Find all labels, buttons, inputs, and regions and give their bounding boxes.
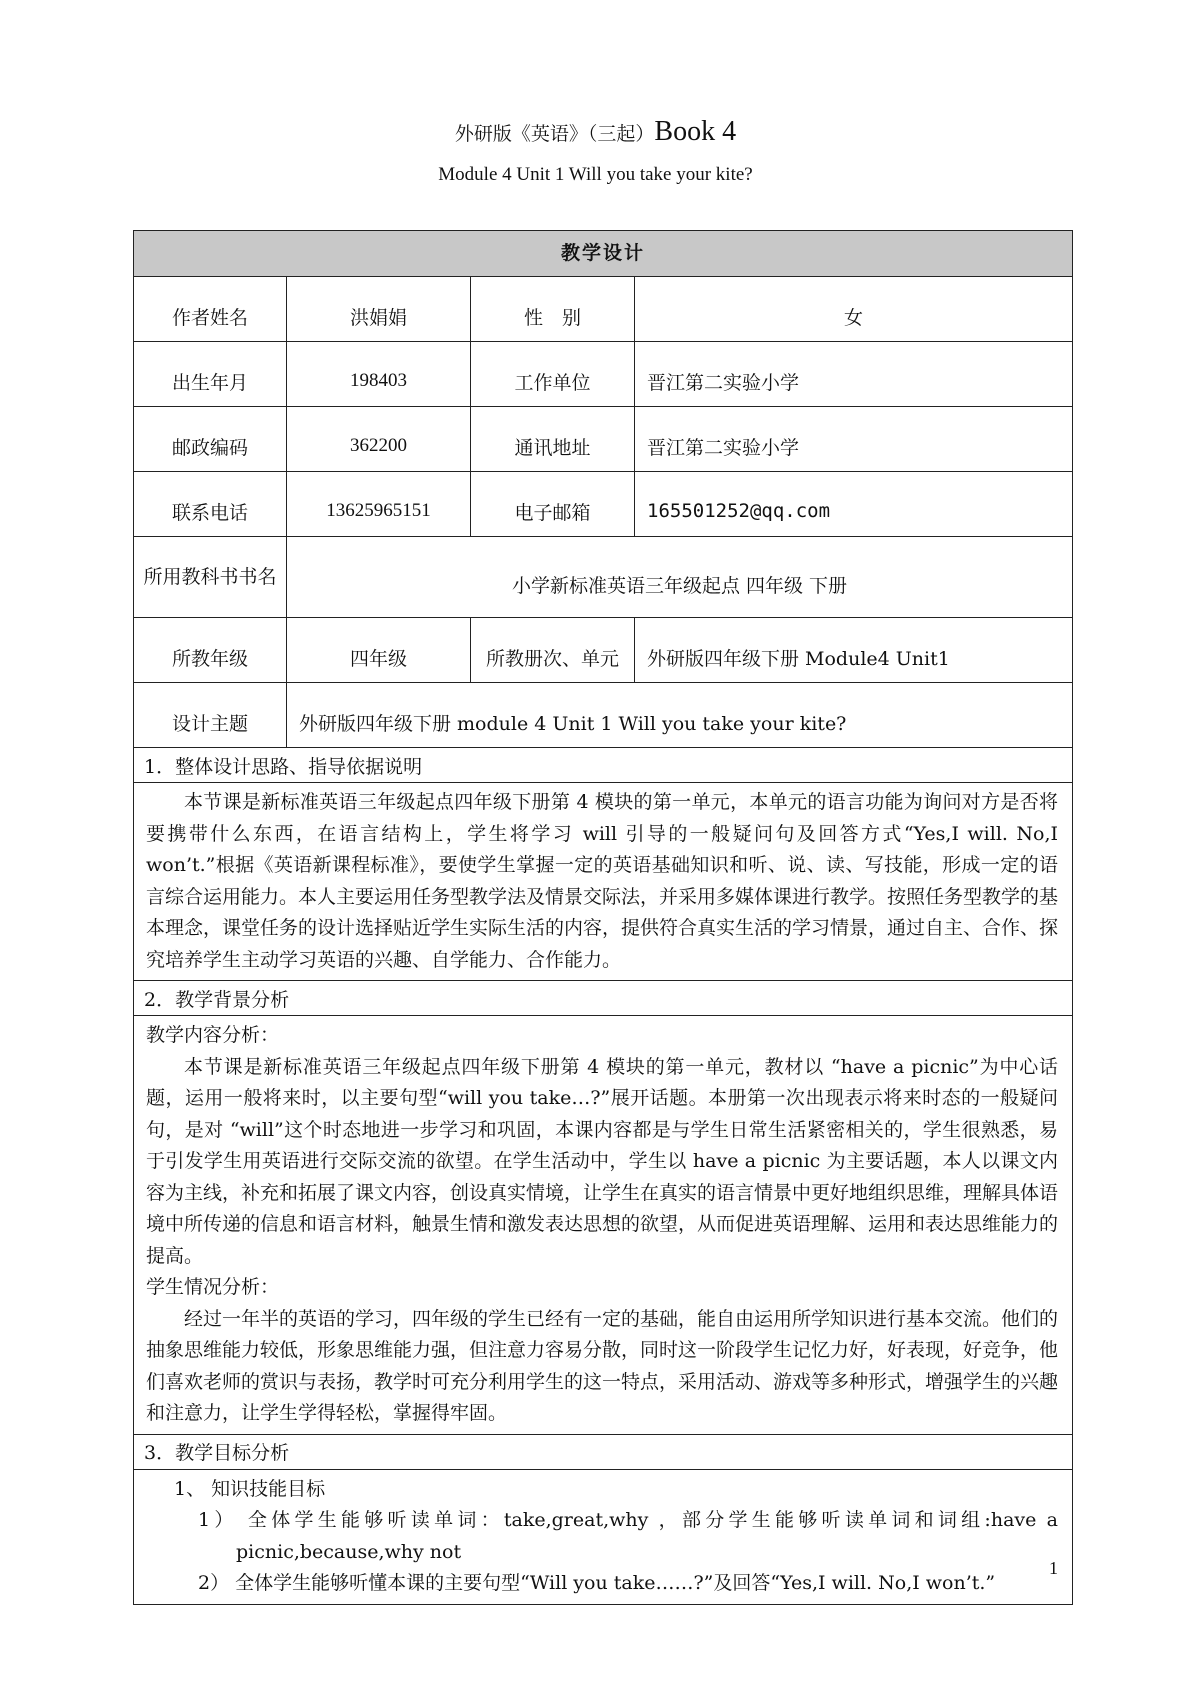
- student-analysis-label: 学生情况分析：: [146, 1276, 280, 1298]
- postcode-value: 362200: [287, 407, 471, 472]
- address-value: 晋江第二实验小学: [635, 407, 1073, 472]
- goal-1-heading: 1、 知识技能目标: [174, 1477, 326, 1500]
- lesson-design-table: [133, 230, 1073, 1605]
- email-value: 165501252@qq.com: [635, 472, 1073, 537]
- goal-1-item-2: 2） 全体学生能够听懂本课的主要句型“Will you take……?”及回答“Yes,I will. No,I won’t.”: [198, 1572, 996, 1594]
- address-label: 通讯地址: [471, 407, 635, 472]
- section-3-body: [134, 1469, 1073, 1604]
- section-3-title: 3．教学目标分析: [134, 1434, 1073, 1469]
- content-analysis-label: 教学内容分析：: [146, 1024, 280, 1046]
- birth-label: 出生年月: [134, 342, 287, 407]
- author-value: 洪娟娟: [287, 277, 471, 342]
- grade-value: 四年级: [287, 618, 471, 683]
- title-chinese: 外研版《英语》（三起）: [454, 123, 655, 145]
- info-row-birth: [134, 342, 1073, 407]
- author-label: 作者姓名: [134, 277, 287, 342]
- volume-label: 所教册次、单元: [471, 618, 635, 683]
- document-subtitle: Module 4 Unit 1 Will you take your kite?: [438, 164, 753, 185]
- section-3-body-row: [134, 1469, 1073, 1604]
- content-analysis-paragraph: 本节课是新标准英语三年级起点四年级下册第 4 模块的第一单元，教材以 “have a picnic”为中心话题，运用一般将来时，以主要句型“will you take…?”展开话题。本册第一次出现表示将来时态的一般疑问句，是对 “will”这个时态地进一步学习和巩固，本课内容都是与学生日常生活紧密相关的，学生很熟悉，易于引发学生用英语进行交际交流的欲望。在学生活动中，学生以 have a picnic 为主要话题，本人以课文内容为主线，补充和拓展了课文内容，创设真实情境，让学生在真实的语言情景中更好地组织思维，理解具体语境中所传递的信息和语言材料，触景生情和激发表达思想的欲望，从而促进英语理解、运用和表达思维能力的提高。: [146, 1055, 1059, 1267]
- postcode-label: 邮政编码: [134, 407, 287, 472]
- section-1-body-row: [134, 783, 1073, 981]
- page-number: 1: [1049, 1558, 1058, 1578]
- work-label: 工作单位: [471, 342, 635, 407]
- info-row-phone: [134, 472, 1073, 537]
- section-2-body-row: [134, 1016, 1073, 1435]
- gender-label: 性 别: [471, 277, 635, 342]
- volume-value: 外研版四年级下册 Module4 Unit1: [635, 618, 1073, 683]
- section-1-paragraph: 本节课是新标准英语三年级起点四年级下册第 4 模块的第一单元，本单元的语言功能为询问对方是否将要携带什么东西，在语言结构上，学生将学习 will 引导的一般疑问句及回答方式“Yes,I will. No,I won’t.”根据《英语新课程标准》，要使学生掌握一定的英语基础知识和听、说、读、写技能，形成一定的语言综合运用能力。本人主要运用任务型教学法及情景交际法，并采用多媒体课进行教学。按照任务型教学的基本理念，课堂任务的设计选择贴近学生实际生活的内容，提供符合真实生活的学习情景，通过自主、合作、探究培养学生主动学习英语的兴趣、自学能力、合作能力。: [146, 791, 1059, 971]
- goal-1-item-1: 1） 全体学生能够听读单词：take,great,why ，部分学生能够听读单词和词组:have a picnic,because,why not: [198, 1509, 1059, 1563]
- info-row-author: [134, 277, 1073, 342]
- textbook-value: 小学新标准英语三年级起点 四年级 下册: [287, 537, 1073, 618]
- section-1-body: [134, 783, 1073, 981]
- section-2-header-row: [134, 981, 1073, 1016]
- info-row-grade: [134, 618, 1073, 683]
- birth-value: 198403: [287, 342, 471, 407]
- section-1-title: 1．整体设计思路、指导依据说明: [134, 748, 1073, 783]
- work-value: 晋江第二实验小学: [635, 342, 1073, 407]
- grade-label: 所教年级: [134, 618, 287, 683]
- student-analysis-paragraph: 经过一年半的英语的学习，四年级的学生已经有一定的基础，能自由运用所学知识进行基本交流。他们的抽象思维能力较低，形象思维能力强，但注意力容易分散，同时这一阶段学生记忆力好，好表现，好竞争，他们喜欢老师的赏识与表扬，教学时可充分利用学生的这一特点，采用活动、游戏等多种形式，增强学生的兴趣和注意力，让学生学得轻松，掌握得牢固。: [146, 1307, 1059, 1424]
- section-2-title: 2．教学背景分析: [134, 981, 1073, 1016]
- email-label: 电子邮箱: [471, 472, 635, 537]
- info-row-theme: [134, 683, 1073, 748]
- info-row-postcode: [134, 407, 1073, 472]
- section-2-body: [134, 1016, 1073, 1435]
- theme-label: 设计主题: [134, 683, 287, 748]
- info-row-textbook: [134, 537, 1073, 618]
- document-title: [0, 112, 1191, 154]
- theme-value: 外研版四年级下册 module 4 Unit 1 Will you take your kite?: [287, 683, 1073, 748]
- phone-label: 联系电话: [134, 472, 287, 537]
- title-book: Book 4: [654, 116, 737, 147]
- phone-value: 13625965151: [287, 472, 471, 537]
- section-3-header-row: [134, 1434, 1073, 1469]
- gender-value: 女: [635, 277, 1073, 342]
- banner-title: 教学设计: [134, 231, 1073, 277]
- section-1-header-row: [134, 748, 1073, 783]
- textbook-label: 所用教科书书名: [134, 537, 287, 618]
